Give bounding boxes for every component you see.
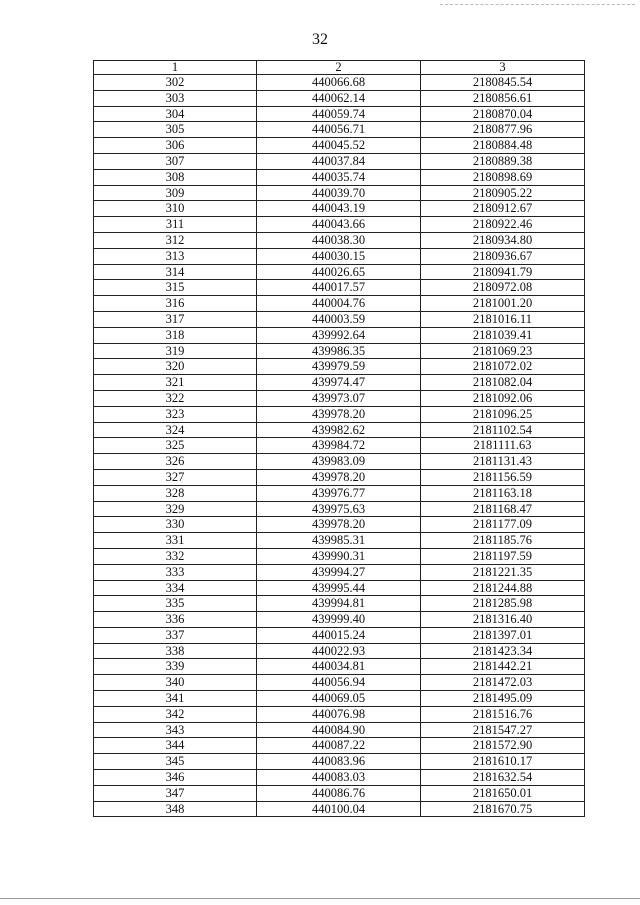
point-number-cell: 316 xyxy=(94,296,257,312)
table-row xyxy=(94,122,585,138)
table-row xyxy=(94,375,585,391)
point-number-cell: 348 xyxy=(94,801,257,817)
x-coordinate-cell: 440015.24 xyxy=(257,627,421,643)
x-coordinate-cell: 440069.05 xyxy=(257,691,421,707)
point-number-cell: 327 xyxy=(94,469,257,485)
point-number-cell: 319 xyxy=(94,343,257,359)
x-coordinate-cell: 439974.47 xyxy=(257,375,421,391)
y-coordinate-cell: 2181069.23 xyxy=(421,343,585,359)
x-coordinate-cell: 440038.30 xyxy=(257,232,421,248)
point-number-cell: 347 xyxy=(94,785,257,801)
y-coordinate-cell: 2181092.06 xyxy=(421,390,585,406)
y-coordinate-cell: 2181244.88 xyxy=(421,580,585,596)
y-coordinate-cell: 2181096.25 xyxy=(421,406,585,422)
y-coordinate-cell: 2181168.47 xyxy=(421,501,585,517)
table-row xyxy=(94,533,585,549)
column-header-1: 1 xyxy=(94,61,257,75)
point-number-cell: 310 xyxy=(94,201,257,217)
table-row xyxy=(94,485,585,501)
table-row xyxy=(94,659,585,675)
point-number-cell: 346 xyxy=(94,770,257,786)
x-coordinate-cell: 440056.94 xyxy=(257,675,421,691)
y-coordinate-cell: 2181072.02 xyxy=(421,359,585,375)
point-number-cell: 345 xyxy=(94,754,257,770)
table-row xyxy=(94,580,585,596)
y-coordinate-cell: 2181472.03 xyxy=(421,675,585,691)
y-coordinate-cell: 2181039.41 xyxy=(421,327,585,343)
y-coordinate-cell: 2181001.20 xyxy=(421,296,585,312)
table-row xyxy=(94,232,585,248)
table-row xyxy=(94,138,585,154)
point-number-cell: 314 xyxy=(94,264,257,280)
point-number-cell: 308 xyxy=(94,169,257,185)
x-coordinate-cell: 440037.84 xyxy=(257,153,421,169)
x-coordinate-cell: 439979.59 xyxy=(257,359,421,375)
x-coordinate-cell: 439978.20 xyxy=(257,469,421,485)
coordinates-table xyxy=(93,60,585,817)
point-number-cell: 303 xyxy=(94,90,257,106)
table-row xyxy=(94,596,585,612)
table-row xyxy=(94,785,585,801)
x-coordinate-cell: 440056.71 xyxy=(257,122,421,138)
x-coordinate-cell: 439990.31 xyxy=(257,548,421,564)
y-coordinate-cell: 2181495.09 xyxy=(421,691,585,707)
point-number-cell: 309 xyxy=(94,185,257,201)
table-row xyxy=(94,564,585,580)
point-number-cell: 344 xyxy=(94,738,257,754)
x-coordinate-cell: 439976.77 xyxy=(257,485,421,501)
x-coordinate-cell: 440062.14 xyxy=(257,90,421,106)
table-row xyxy=(94,280,585,296)
point-number-cell: 311 xyxy=(94,217,257,233)
table-header xyxy=(94,61,585,75)
x-coordinate-cell: 439975.63 xyxy=(257,501,421,517)
point-number-cell: 321 xyxy=(94,375,257,391)
x-coordinate-cell: 440076.98 xyxy=(257,706,421,722)
x-coordinate-cell: 440059.74 xyxy=(257,106,421,122)
column-header-2: 2 xyxy=(257,61,421,75)
point-number-cell: 326 xyxy=(94,454,257,470)
column-header-3: 3 xyxy=(421,61,585,75)
table-row xyxy=(94,612,585,628)
point-number-cell: 328 xyxy=(94,485,257,501)
point-number-cell: 341 xyxy=(94,691,257,707)
y-coordinate-cell: 2180941.79 xyxy=(421,264,585,280)
y-coordinate-cell: 2180922.46 xyxy=(421,217,585,233)
x-coordinate-cell: 439978.20 xyxy=(257,406,421,422)
table-row xyxy=(94,469,585,485)
x-coordinate-cell: 440035.74 xyxy=(257,169,421,185)
y-coordinate-cell: 2181197.59 xyxy=(421,548,585,564)
x-coordinate-cell: 439992.64 xyxy=(257,327,421,343)
table-row xyxy=(94,770,585,786)
x-coordinate-cell: 440043.19 xyxy=(257,201,421,217)
y-coordinate-cell: 2181177.09 xyxy=(421,517,585,533)
x-coordinate-cell: 439982.62 xyxy=(257,422,421,438)
table-body xyxy=(94,75,585,817)
table-row xyxy=(94,185,585,201)
table-row xyxy=(94,248,585,264)
table-row xyxy=(94,754,585,770)
table-row xyxy=(94,454,585,470)
point-number-cell: 317 xyxy=(94,311,257,327)
point-number-cell: 338 xyxy=(94,643,257,659)
point-number-cell: 322 xyxy=(94,390,257,406)
table-row xyxy=(94,548,585,564)
x-coordinate-cell: 440030.15 xyxy=(257,248,421,264)
x-coordinate-cell: 440066.68 xyxy=(257,75,421,91)
x-coordinate-cell: 440084.90 xyxy=(257,722,421,738)
x-coordinate-cell: 439999.40 xyxy=(257,612,421,628)
x-coordinate-cell: 439978.20 xyxy=(257,517,421,533)
y-coordinate-cell: 2180845.54 xyxy=(421,75,585,91)
x-coordinate-cell: 440034.81 xyxy=(257,659,421,675)
x-coordinate-cell: 440039.70 xyxy=(257,185,421,201)
y-coordinate-cell: 2180912.67 xyxy=(421,201,585,217)
point-number-cell: 332 xyxy=(94,548,257,564)
y-coordinate-cell: 2181610.17 xyxy=(421,754,585,770)
x-coordinate-cell: 440017.57 xyxy=(257,280,421,296)
y-coordinate-cell: 2181650.01 xyxy=(421,785,585,801)
table-header-row xyxy=(94,61,585,75)
x-coordinate-cell: 440100.04 xyxy=(257,801,421,817)
table-row xyxy=(94,311,585,327)
point-number-cell: 331 xyxy=(94,533,257,549)
y-coordinate-cell: 2180972.08 xyxy=(421,280,585,296)
table-row xyxy=(94,738,585,754)
table-row xyxy=(94,406,585,422)
table-row xyxy=(94,153,585,169)
table-row xyxy=(94,517,585,533)
table-row xyxy=(94,706,585,722)
point-number-cell: 333 xyxy=(94,564,257,580)
x-coordinate-cell: 439995.44 xyxy=(257,580,421,596)
x-coordinate-cell: 439973.07 xyxy=(257,390,421,406)
y-coordinate-cell: 2181163.18 xyxy=(421,485,585,501)
y-coordinate-cell: 2180877.96 xyxy=(421,122,585,138)
x-coordinate-cell: 440003.59 xyxy=(257,311,421,327)
point-number-cell: 343 xyxy=(94,722,257,738)
point-number-cell: 340 xyxy=(94,675,257,691)
table-row xyxy=(94,801,585,817)
y-coordinate-cell: 2181156.59 xyxy=(421,469,585,485)
x-coordinate-cell: 439994.27 xyxy=(257,564,421,580)
x-coordinate-cell: 439983.09 xyxy=(257,454,421,470)
table-row xyxy=(94,169,585,185)
x-coordinate-cell: 439985.31 xyxy=(257,533,421,549)
y-coordinate-cell: 2181316.40 xyxy=(421,612,585,628)
table-row xyxy=(94,327,585,343)
table-row xyxy=(94,691,585,707)
x-coordinate-cell: 440022.93 xyxy=(257,643,421,659)
point-number-cell: 329 xyxy=(94,501,257,517)
x-coordinate-cell: 440083.03 xyxy=(257,770,421,786)
y-coordinate-cell: 2181082.04 xyxy=(421,375,585,391)
table-row xyxy=(94,90,585,106)
x-coordinate-cell: 440087.22 xyxy=(257,738,421,754)
table-row xyxy=(94,675,585,691)
y-coordinate-cell: 2180856.61 xyxy=(421,90,585,106)
table-row xyxy=(94,390,585,406)
y-coordinate-cell: 2180884.48 xyxy=(421,138,585,154)
point-number-cell: 330 xyxy=(94,517,257,533)
x-coordinate-cell: 440086.76 xyxy=(257,785,421,801)
y-coordinate-cell: 2181102.54 xyxy=(421,422,585,438)
table-row xyxy=(94,106,585,122)
x-coordinate-cell: 440045.52 xyxy=(257,138,421,154)
y-coordinate-cell: 2181632.54 xyxy=(421,770,585,786)
y-coordinate-cell: 2181285.98 xyxy=(421,596,585,612)
point-number-cell: 325 xyxy=(94,438,257,454)
point-number-cell: 342 xyxy=(94,706,257,722)
y-coordinate-cell: 2181516.76 xyxy=(421,706,585,722)
table-row xyxy=(94,501,585,517)
point-number-cell: 304 xyxy=(94,106,257,122)
x-coordinate-cell: 440026.65 xyxy=(257,264,421,280)
y-coordinate-cell: 2181547.27 xyxy=(421,722,585,738)
point-number-cell: 334 xyxy=(94,580,257,596)
table-row xyxy=(94,722,585,738)
x-coordinate-cell: 440043.66 xyxy=(257,217,421,233)
table-row xyxy=(94,422,585,438)
table-row xyxy=(94,343,585,359)
y-coordinate-cell: 2180934.80 xyxy=(421,232,585,248)
table-row xyxy=(94,75,585,91)
point-number-cell: 337 xyxy=(94,627,257,643)
y-coordinate-cell: 2181185.76 xyxy=(421,533,585,549)
table-row xyxy=(94,359,585,375)
x-coordinate-cell: 439994.81 xyxy=(257,596,421,612)
page-number: 32 xyxy=(312,31,328,48)
x-coordinate-cell: 439984.72 xyxy=(257,438,421,454)
y-coordinate-cell: 2180905.22 xyxy=(421,185,585,201)
y-coordinate-cell: 2181670.75 xyxy=(421,801,585,817)
y-coordinate-cell: 2181397.01 xyxy=(421,627,585,643)
point-number-cell: 306 xyxy=(94,138,257,154)
bottom-edge-rule xyxy=(0,898,640,899)
y-coordinate-cell: 2180898.69 xyxy=(421,169,585,185)
table-row xyxy=(94,643,585,659)
y-coordinate-cell: 2181111.63 xyxy=(421,438,585,454)
y-coordinate-cell: 2180936.67 xyxy=(421,248,585,264)
x-coordinate-cell: 440004.76 xyxy=(257,296,421,312)
x-coordinate-cell: 439986.35 xyxy=(257,343,421,359)
y-coordinate-cell: 2181572.90 xyxy=(421,738,585,754)
point-number-cell: 305 xyxy=(94,122,257,138)
top-edge-rule xyxy=(440,4,635,5)
point-number-cell: 324 xyxy=(94,422,257,438)
table-row xyxy=(94,438,585,454)
y-coordinate-cell: 2181221.35 xyxy=(421,564,585,580)
table-row xyxy=(94,217,585,233)
y-coordinate-cell: 2180889.38 xyxy=(421,153,585,169)
y-coordinate-cell: 2181016.11 xyxy=(421,311,585,327)
point-number-cell: 323 xyxy=(94,406,257,422)
y-coordinate-cell: 2181442.21 xyxy=(421,659,585,675)
table-row xyxy=(94,627,585,643)
table-row xyxy=(94,201,585,217)
point-number-cell: 312 xyxy=(94,232,257,248)
point-number-cell: 336 xyxy=(94,612,257,628)
y-coordinate-cell: 2180870.04 xyxy=(421,106,585,122)
table-row xyxy=(94,296,585,312)
point-number-cell: 335 xyxy=(94,596,257,612)
point-number-cell: 307 xyxy=(94,153,257,169)
point-number-cell: 315 xyxy=(94,280,257,296)
table-row xyxy=(94,264,585,280)
x-coordinate-cell: 440083.96 xyxy=(257,754,421,770)
point-number-cell: 339 xyxy=(94,659,257,675)
point-number-cell: 318 xyxy=(94,327,257,343)
y-coordinate-cell: 2181131.43 xyxy=(421,454,585,470)
y-coordinate-cell: 2181423.34 xyxy=(421,643,585,659)
point-number-cell: 302 xyxy=(94,75,257,91)
point-number-cell: 320 xyxy=(94,359,257,375)
point-number-cell: 313 xyxy=(94,248,257,264)
